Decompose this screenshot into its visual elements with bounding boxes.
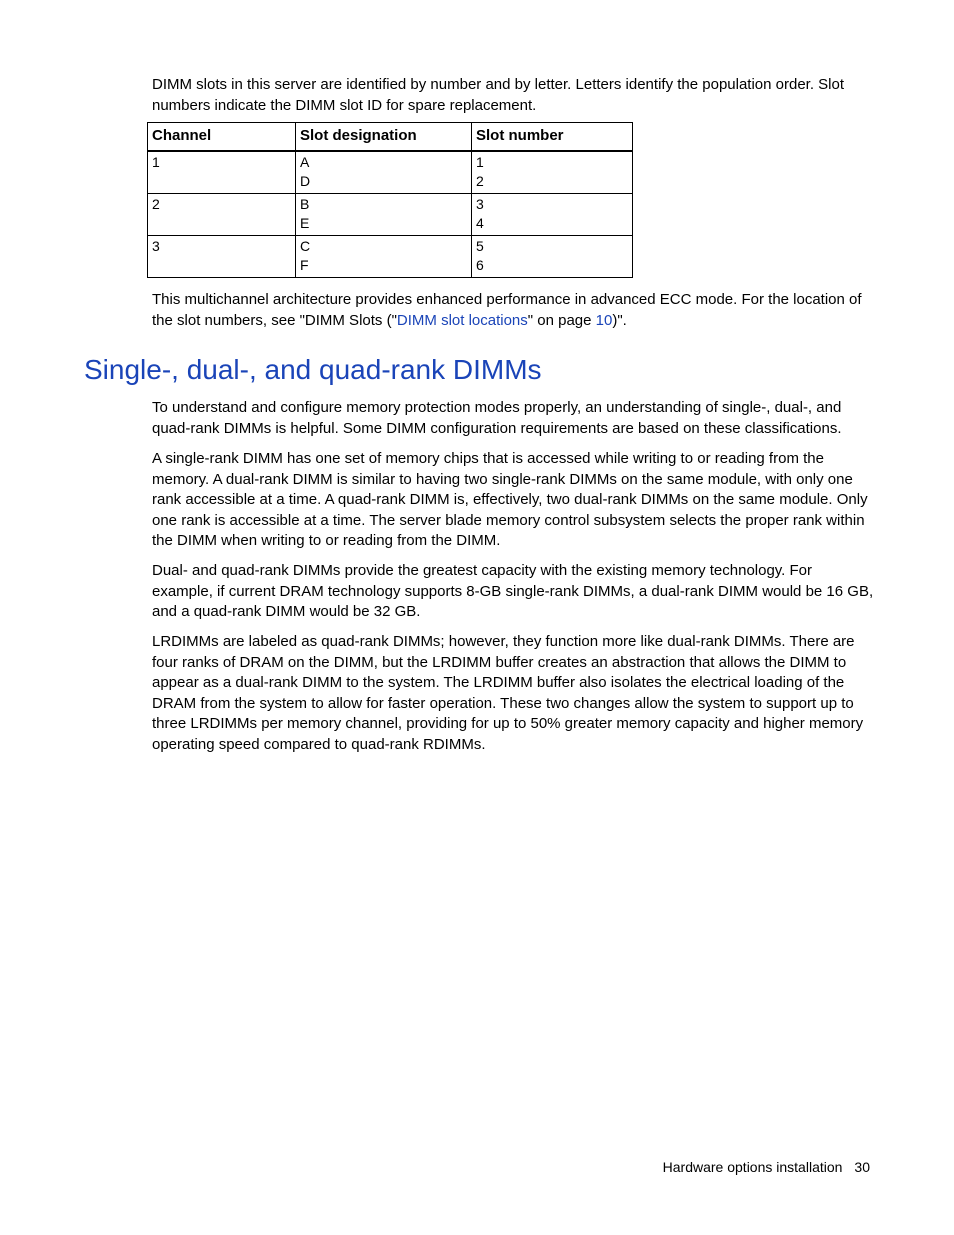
slot-designation-cell	[296, 236, 472, 278]
architecture-text: This multichannel architecture provides enhanced performance in advanced ECC mode. For the location of the slot numbers, see "DIMM Slots ("	[152, 291, 862, 329]
slot-letter: F	[300, 256, 309, 273]
dimm-slot-locations-link[interactable]: DIMM slot locations	[396, 311, 528, 329]
slot-designation-cell	[296, 151, 472, 194]
slot-letter: A	[300, 154, 310, 170]
intro-paragraph: DIMM slots in this server are identified by number and by letter. Letters identify the population order. Slot numbers indicate the DIMM slot ID for spare replacement.	[152, 76, 845, 114]
slot-letter: B	[300, 196, 310, 212]
slot-number: 4	[476, 214, 484, 231]
page-footer	[663, 1158, 870, 1176]
channel-cell: 1	[148, 151, 296, 194]
slot-letter: C	[300, 238, 311, 254]
channel-cell: 2	[148, 194, 296, 236]
body-paragraph: Dual- and quad-rank DIMMs provide the greatest capacity with the existing memory technology. For example, if current DRAM technology supports 8-GB single-rank DIMMs, a dual-rank DIMM would be 16 GB, and a quad-rank DIMM would be 32 GB.	[152, 562, 874, 620]
architecture-text: " on page	[527, 311, 596, 329]
table-row	[148, 236, 633, 278]
slot-letter: D	[300, 172, 311, 189]
section-heading: Single-, dual-, and quad-rank DIMMs	[84, 354, 542, 385]
table-row	[148, 151, 633, 194]
header-slot-number: Slot number	[472, 123, 633, 152]
slot-number: 5	[476, 238, 484, 254]
slot-number-cell	[472, 151, 633, 194]
slot-number: 2	[476, 172, 484, 189]
channel-cell: 3	[148, 236, 296, 278]
footer-section-title: Hardware options installation	[662, 1159, 843, 1175]
page-reference-link[interactable]: 10	[595, 311, 613, 329]
slot-number-cell	[472, 236, 633, 278]
slot-letter: E	[300, 214, 310, 231]
architecture-text: )".	[612, 311, 627, 329]
body-paragraph: To understand and configure memory protection modes properly, an understanding of single-, dual-, and quad-rank DIMMs is helpful. Some DIMM configuration requirements are based on these classifications.	[152, 399, 842, 437]
body-paragraph: LRDIMMs are labeled as quad-rank DIMMs; however, they function more like dual-rank DIMMs. There are four ranks of DRAM on the DIMM, but the LRDIMM buffer creates an abstraction that allows the DIMM to appear as a dual-rank DIMM to the system. The LRDIMM buffer also isolates the electrical loading of the DRAM from the system to allow for faster operation. These two changes allow the system to support up to three LRDIMMs per memory channel, providing for up to 50% greater memory capacity and higher memory operating speed compared to quad-rank RDIMMs.	[152, 633, 864, 753]
slot-number: 6	[476, 256, 484, 273]
page-number: 30	[854, 1159, 870, 1175]
slot-number: 1	[476, 154, 484, 170]
table-row	[148, 194, 633, 236]
architecture-paragraph	[152, 290, 876, 331]
slot-number: 3	[476, 196, 484, 212]
slot-designation-cell	[296, 194, 472, 236]
slot-number-cell	[472, 194, 633, 236]
header-channel: Channel	[148, 123, 296, 152]
body-paragraph: A single-rank DIMM has one set of memory chips that is accessed while writing to or reading from the memory. A dual-rank DIMM is similar to having two single-rank DIMMs on the same module, with only one rank accessible at a time. A quad-rank DIMM is, effectively, two dual-rank DIMMs on the same module. Only one rank is accessible at a time. The server blade memory control subsystem selects the proper rank within the DIMM when writing to or reading from the DIMM.	[152, 450, 868, 549]
header-slot-designation: Slot designation	[296, 123, 472, 152]
table-header-row	[148, 123, 633, 152]
dimm-slot-table	[147, 122, 633, 278]
